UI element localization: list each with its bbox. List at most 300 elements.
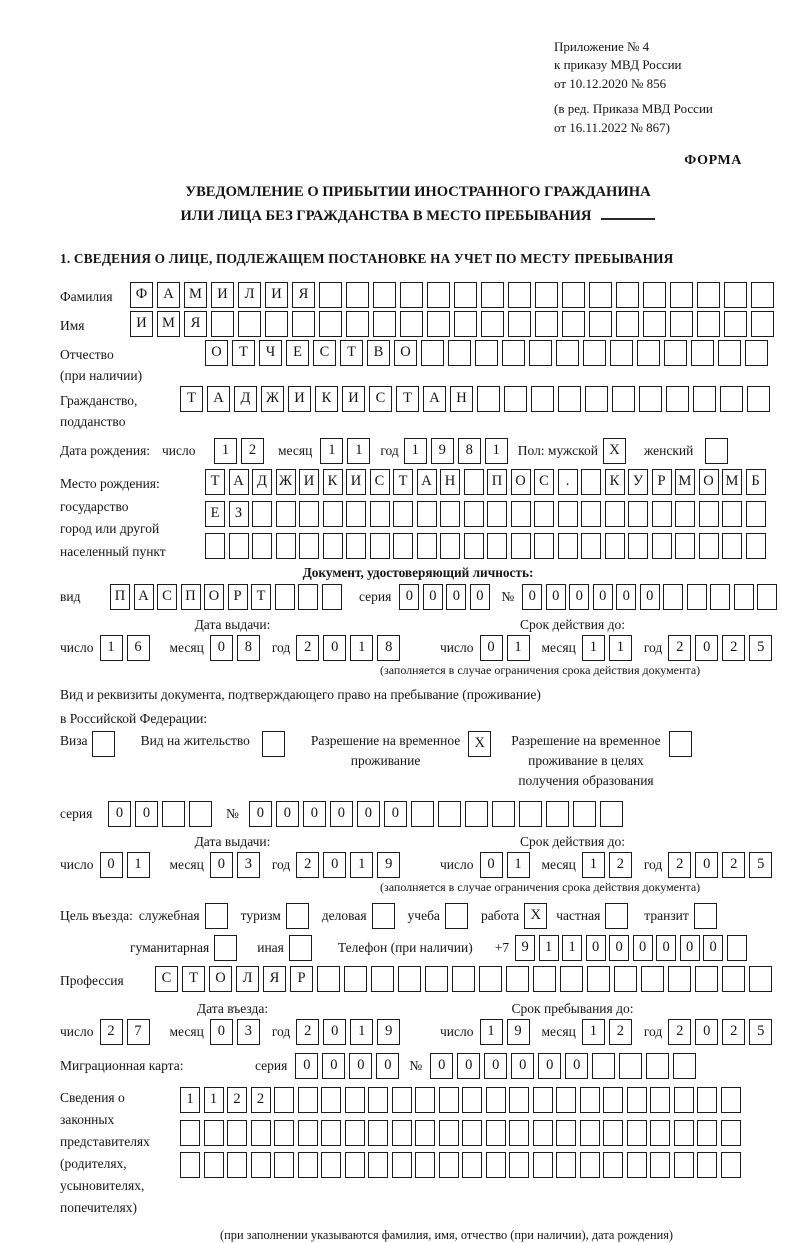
validity-note: (заполняется в случае ограничения срока действия документа) — [380, 880, 701, 895]
char-box — [486, 1087, 506, 1113]
char-box — [368, 1152, 388, 1178]
char-box — [346, 501, 366, 527]
day-label: число — [60, 640, 94, 656]
purpose-option-label: частная — [556, 908, 601, 924]
char-box — [533, 966, 556, 992]
char-box: Т — [340, 340, 363, 366]
char-box — [646, 1053, 669, 1079]
char-box — [669, 731, 692, 757]
char-box: Я — [184, 311, 207, 337]
char-box — [652, 533, 672, 559]
char-box: Ч — [259, 340, 282, 366]
char-box: 1 — [350, 1019, 373, 1045]
char-box — [675, 501, 695, 527]
char-box — [652, 501, 672, 527]
char-box: 0 — [330, 801, 353, 827]
char-box — [603, 1152, 623, 1178]
char-box: 2 — [296, 852, 319, 878]
char-box — [722, 501, 742, 527]
char-box — [205, 903, 228, 929]
char-box — [664, 340, 687, 366]
purpose-tourism-checkbox — [286, 903, 313, 929]
patronymic-label: Отчество (при наличии) — [60, 347, 143, 384]
char-box — [697, 1087, 717, 1113]
char-box: 0 — [323, 852, 346, 878]
phone-boxes — [515, 935, 750, 961]
year-label: год — [643, 857, 663, 873]
purpose-other-checkbox — [289, 935, 316, 961]
phone-label: Телефон (при наличии) — [337, 940, 473, 956]
char-box: Ж — [261, 386, 284, 412]
char-box: 0 — [210, 635, 233, 661]
stay-until-heading: Срок пребывания до: — [511, 1001, 634, 1017]
valid-day — [480, 635, 534, 661]
series-label: серия — [60, 806, 93, 822]
residence-doc-dates-row — [60, 852, 776, 878]
char-box — [746, 533, 766, 559]
char-box — [292, 311, 315, 337]
char-box — [454, 311, 477, 337]
char-box: И — [288, 386, 311, 412]
char-box — [605, 533, 625, 559]
char-box — [734, 584, 754, 610]
stay-day — [480, 1019, 534, 1045]
char-box: Т — [251, 584, 271, 610]
char-box: 0 — [656, 935, 676, 961]
char-box — [204, 1120, 224, 1146]
char-box: 0 — [633, 935, 653, 961]
char-box: К — [605, 469, 625, 495]
char-box: 9 — [377, 852, 400, 878]
char-box — [546, 801, 569, 827]
issue-day — [100, 635, 154, 661]
legal-representatives-row-2 — [180, 1120, 744, 1146]
char-box — [583, 340, 606, 366]
issue-date-group — [60, 635, 405, 661]
char-box — [693, 386, 716, 412]
residence-doc-intro-1: Вид и реквизиты документа, подтверждающего право на пребывание (проживание) — [60, 687, 541, 703]
char-box: 2 — [227, 1087, 247, 1113]
year-label: год — [643, 1024, 663, 1040]
series-label: серия — [255, 1058, 288, 1074]
doc-number-boxes — [522, 584, 781, 610]
char-box: 5 — [749, 635, 772, 661]
char-box — [697, 1120, 717, 1146]
valid-until-group — [440, 852, 784, 878]
char-box — [666, 386, 689, 412]
char-box: 0 — [522, 584, 542, 610]
char-box — [180, 1152, 200, 1178]
char-box: С — [369, 386, 392, 412]
char-box — [509, 1120, 529, 1146]
char-box: 0 — [322, 1053, 345, 1079]
char-box — [673, 1053, 696, 1079]
char-box — [238, 311, 261, 337]
char-box — [464, 469, 484, 495]
char-box: У — [628, 469, 648, 495]
char-box — [321, 1152, 341, 1178]
char-box: М — [675, 469, 695, 495]
char-box — [392, 1152, 412, 1178]
doc-series-boxes — [399, 584, 493, 610]
char-box — [445, 903, 468, 929]
char-box: 0 — [616, 584, 636, 610]
char-box: 0 — [384, 801, 407, 827]
char-box — [580, 1120, 600, 1146]
purpose-transit-checkbox — [694, 903, 721, 929]
char-box — [415, 1087, 435, 1113]
sex-female-checkbox — [705, 438, 732, 464]
birth-place-label: Место рождения: государство город или другой населенный пункт — [60, 476, 166, 559]
validity-note: (заполняется в случае ограничения срока действия документа) — [380, 663, 701, 678]
title-line-2: ИЛИ ЛИЦА БЕЗ ГРАЖДАНСТВА В МЕСТО ПРЕБЫВАНИЯ — [180, 207, 592, 224]
char-box: 2 — [668, 1019, 691, 1045]
month-label: месяц — [541, 1024, 576, 1040]
char-box: 0 — [695, 635, 718, 661]
char-box: 0 — [295, 1053, 318, 1079]
char-box: 2 — [668, 635, 691, 661]
purpose-option-label: иная — [257, 940, 284, 956]
patronymic-row — [60, 340, 776, 386]
issue-date-heading: Дата выдачи: — [194, 834, 271, 850]
char-box — [440, 533, 460, 559]
char-box — [398, 966, 421, 992]
char-box: 1 — [127, 852, 150, 878]
char-box — [674, 1152, 694, 1178]
purpose-option-label: деловая — [321, 908, 367, 924]
char-box — [298, 1087, 318, 1113]
char-box — [668, 966, 691, 992]
char-box: 1 — [204, 1087, 224, 1113]
char-box: 0 — [546, 584, 566, 610]
char-box: 2 — [609, 1019, 632, 1045]
residence-number-boxes — [249, 801, 627, 827]
temp-residence-edu-label: Разрешение на временное проживание в целях получения образования — [511, 733, 661, 789]
char-box — [289, 935, 312, 961]
char-box: О — [699, 469, 719, 495]
char-box: 0 — [349, 1053, 372, 1079]
char-box — [251, 1152, 271, 1178]
char-box: Б — [746, 469, 766, 495]
char-box: 3 — [237, 852, 260, 878]
char-box — [674, 1120, 694, 1146]
char-box: 0 — [135, 801, 158, 827]
char-box: Т — [182, 966, 205, 992]
char-box — [519, 801, 542, 827]
char-box: 0 — [640, 584, 660, 610]
char-box: Е — [205, 501, 225, 527]
birth-day-boxes — [214, 438, 268, 464]
char-box — [345, 1152, 365, 1178]
char-box — [511, 533, 531, 559]
char-box: 0 — [593, 584, 613, 610]
char-box: Т — [396, 386, 419, 412]
appendix-line: к приказу МВД России — [554, 57, 682, 73]
char-box — [392, 1087, 412, 1113]
char-box: 1 — [350, 635, 373, 661]
char-box — [321, 1120, 341, 1146]
char-box — [610, 340, 633, 366]
birth-date-label: Дата рождения: — [60, 443, 151, 459]
char-box — [417, 533, 437, 559]
char-box: 0 — [210, 1019, 233, 1045]
identity-doc-row — [60, 584, 776, 610]
day-label: число — [440, 1024, 474, 1040]
purpose-option-label: учеба — [407, 908, 440, 924]
char-box — [92, 731, 115, 757]
char-box: 0 — [511, 1053, 534, 1079]
char-box: 0 — [423, 584, 443, 610]
char-box — [345, 1087, 365, 1113]
char-box — [415, 1120, 435, 1146]
char-box — [641, 966, 664, 992]
entry-date-group — [60, 1019, 405, 1045]
char-box: Я — [263, 966, 286, 992]
char-box: 2 — [609, 852, 632, 878]
char-box: 2 — [722, 852, 745, 878]
char-box: И — [346, 469, 366, 495]
char-box — [627, 1087, 647, 1113]
appendix-line: от 10.12.2020 № 856 — [554, 75, 667, 91]
char-box — [558, 501, 578, 527]
char-box: 2 — [100, 1019, 123, 1045]
char-box — [535, 282, 558, 308]
char-box — [492, 801, 515, 827]
char-box: Я — [292, 282, 315, 308]
char-box: 1 — [507, 635, 530, 661]
char-box — [627, 1152, 647, 1178]
legal-representatives-row-1 — [180, 1087, 744, 1113]
char-box — [697, 282, 720, 308]
char-box: 1 — [180, 1087, 200, 1113]
char-box: 0 — [108, 801, 131, 827]
char-box: 0 — [609, 935, 629, 961]
char-box: 0 — [376, 1053, 399, 1079]
char-box — [592, 1053, 615, 1079]
char-box: 0 — [470, 584, 490, 610]
char-box — [705, 438, 728, 464]
entry-purpose-row-2 — [130, 935, 776, 961]
given-name-boxes — [130, 311, 778, 337]
char-box: Т — [393, 469, 413, 495]
purpose-option-label: работа — [480, 908, 520, 924]
char-box: И — [211, 282, 234, 308]
entry-day — [100, 1019, 154, 1045]
char-box — [439, 1152, 459, 1178]
month-label: месяц — [169, 1024, 204, 1040]
char-box: 1 — [320, 438, 343, 464]
char-box — [534, 501, 554, 527]
issue-date-heading: Дата выдачи: — [194, 617, 271, 633]
char-box: 0 — [680, 935, 700, 961]
char-box: Т — [232, 340, 255, 366]
char-box — [509, 1087, 529, 1113]
char-box: 0 — [249, 801, 272, 827]
char-box — [558, 386, 581, 412]
char-box — [650, 1152, 670, 1178]
char-box: X — [603, 438, 626, 464]
char-box — [393, 533, 413, 559]
char-box — [346, 533, 366, 559]
char-box: М — [184, 282, 207, 308]
legal-representatives-row-3 — [180, 1152, 744, 1178]
residence-doc-intro-2: в Российской Федерации: — [60, 711, 208, 727]
visa-checkbox — [92, 731, 119, 757]
char-box — [534, 533, 554, 559]
char-box — [502, 340, 525, 366]
char-box: X — [524, 903, 547, 929]
char-box — [462, 1087, 482, 1113]
char-box — [529, 340, 552, 366]
given-name-label: Имя — [60, 318, 85, 334]
char-box — [721, 1152, 741, 1178]
purpose-study-checkbox — [445, 903, 472, 929]
char-box — [346, 311, 369, 337]
char-box: 0 — [457, 1053, 480, 1079]
valid-month — [582, 852, 636, 878]
char-box: 0 — [303, 801, 326, 827]
entry-date-heading: Дата въезда: — [196, 1001, 269, 1017]
char-box: 0 — [210, 852, 233, 878]
char-box — [392, 1120, 412, 1146]
char-box — [585, 386, 608, 412]
issue-day — [100, 852, 154, 878]
char-box — [452, 966, 475, 992]
char-box — [687, 584, 707, 610]
char-box: А — [157, 282, 180, 308]
char-box — [627, 1120, 647, 1146]
char-box — [694, 903, 717, 929]
citizenship-label: Гражданство, подданство — [60, 393, 138, 430]
issue-date-group — [60, 852, 405, 878]
char-box: П — [181, 584, 201, 610]
char-box — [670, 282, 693, 308]
temp-residence-checkbox — [468, 731, 495, 757]
char-box — [346, 282, 369, 308]
char-box — [603, 1087, 623, 1113]
char-box — [746, 501, 766, 527]
char-box — [214, 935, 237, 961]
profession-row — [60, 966, 776, 992]
char-box: 5 — [749, 852, 772, 878]
char-box: 1 — [609, 635, 632, 661]
issue-year — [296, 852, 404, 878]
purpose-official-checkbox — [205, 903, 232, 929]
char-box — [506, 966, 529, 992]
char-box — [464, 533, 484, 559]
profession-label: Профессия — [60, 973, 124, 989]
char-box — [417, 501, 437, 527]
purpose-option-label: туризм — [240, 908, 281, 924]
char-box — [722, 533, 742, 559]
char-box: Т — [205, 469, 225, 495]
char-box: Ж — [276, 469, 296, 495]
char-box: 0 — [399, 584, 419, 610]
valid-until-heading: Срок действия до: — [520, 834, 625, 850]
migration-card-label: Миграционная карта: — [60, 1058, 184, 1074]
char-box: О — [209, 966, 232, 992]
given-name-row — [60, 311, 776, 337]
char-box — [670, 311, 693, 337]
char-box — [721, 1087, 741, 1113]
char-box — [440, 501, 460, 527]
char-box — [204, 1152, 224, 1178]
migration-card-series-boxes — [295, 1053, 403, 1079]
char-box: З — [229, 501, 249, 527]
char-box: 0 — [430, 1053, 453, 1079]
char-box: 0 — [695, 852, 718, 878]
legal-representatives-label: Сведения о законных представителях (родителях, усыновителях, попечителях) — [60, 1090, 150, 1216]
residence-series-boxes — [108, 801, 216, 827]
purpose-label: Цель въезда: — [60, 908, 133, 924]
migration-card-number-boxes — [430, 1053, 700, 1079]
valid-year — [668, 852, 776, 878]
char-box — [533, 1152, 553, 1178]
char-box: 0 — [446, 584, 466, 610]
char-box — [751, 282, 774, 308]
char-box — [695, 966, 718, 992]
char-box: 1 — [214, 438, 237, 464]
char-box — [299, 533, 319, 559]
char-box: 1 — [562, 935, 582, 961]
issue-year — [296, 635, 404, 661]
char-box: 8 — [377, 635, 400, 661]
char-box — [462, 1152, 482, 1178]
char-box: 5 — [749, 1019, 772, 1045]
char-box: И — [342, 386, 365, 412]
page-title — [60, 181, 776, 227]
char-box: 2 — [722, 1019, 745, 1045]
purpose-humanitarian-checkbox — [214, 935, 241, 961]
birth-place-row-1 — [205, 469, 769, 495]
char-box: Ф — [130, 282, 153, 308]
char-box — [345, 1120, 365, 1146]
char-box — [745, 340, 768, 366]
char-box: Д — [252, 469, 272, 495]
valid-until-heading: Срок действия до: — [520, 617, 625, 633]
char-box: Н — [440, 469, 460, 495]
entry-purpose-row — [60, 903, 776, 929]
char-box — [274, 1087, 294, 1113]
char-box — [370, 533, 390, 559]
birth-date-row — [60, 438, 776, 464]
year-label: год — [271, 857, 291, 873]
char-box — [286, 903, 309, 929]
number-label: № — [501, 589, 515, 605]
char-box: 0 — [703, 935, 723, 961]
char-box — [274, 1152, 294, 1178]
issue-month — [210, 635, 264, 661]
purpose-business-checkbox — [372, 903, 399, 929]
char-box: 1 — [582, 852, 605, 878]
month-label: месяц — [169, 640, 204, 656]
char-box — [639, 386, 662, 412]
char-box: 9 — [515, 935, 535, 961]
char-box — [674, 1087, 694, 1113]
char-box — [373, 282, 396, 308]
char-box — [724, 311, 747, 337]
char-box: Л — [236, 966, 259, 992]
surname-boxes — [130, 282, 778, 308]
char-box — [373, 311, 396, 337]
surname-label: Фамилия — [60, 289, 113, 305]
doc-kind-boxes — [110, 584, 345, 610]
citizenship-row — [60, 386, 776, 432]
char-box — [573, 801, 596, 827]
char-box: Д — [234, 386, 257, 412]
citizenship-boxes — [180, 386, 774, 412]
char-box — [556, 1152, 576, 1178]
